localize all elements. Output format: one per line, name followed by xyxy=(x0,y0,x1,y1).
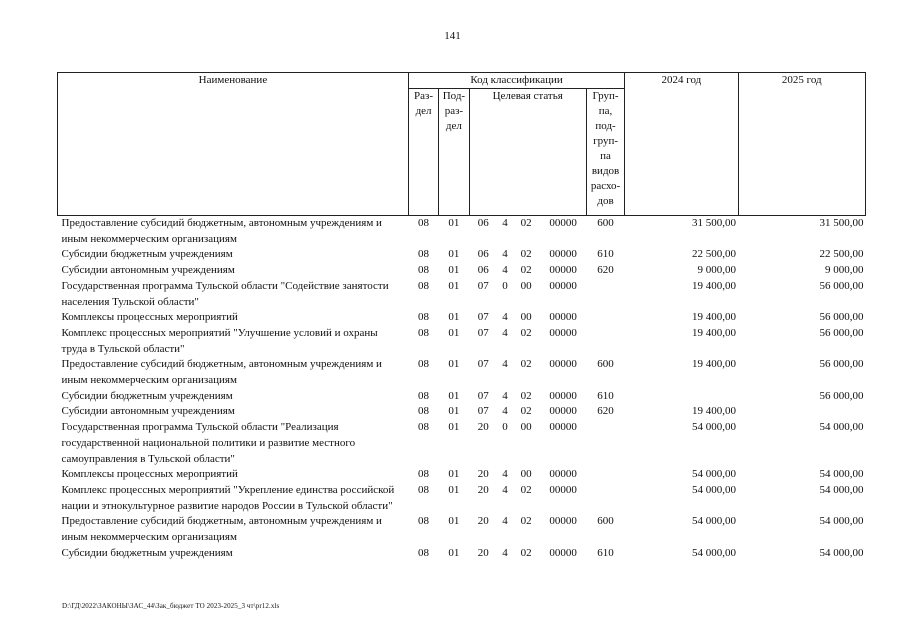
row-subprogram-type: 4 xyxy=(502,248,508,261)
table-row xyxy=(58,247,866,263)
row-name: Комплекс процессных мероприятий "Укрепление единства российской нации и этнокультурное развитие народов России в Тульской области" xyxy=(61,483,395,512)
row-section: 08 xyxy=(418,546,430,559)
header-target-article: Целевая статья xyxy=(469,89,586,216)
row-name: Предоставление субсидий бюджетным, автономным учреждениям и иным некоммерческим организациям xyxy=(61,217,382,245)
row-subprogram: 02 xyxy=(520,326,532,339)
row-expense-group xyxy=(586,310,624,326)
row-amount-2025: 56 000,00 xyxy=(819,389,864,402)
row-program: 20 xyxy=(477,468,489,481)
row-subsection: 01 xyxy=(448,483,460,496)
row-section: 08 xyxy=(418,326,430,339)
row-subsection: 01 xyxy=(448,248,460,261)
row-amount-2025: 54 000,00 xyxy=(819,468,864,481)
row-subprogram: 00 xyxy=(520,279,532,292)
row-subprogram: 00 xyxy=(520,421,532,434)
row-subsection: 01 xyxy=(448,421,460,434)
row-amount-2025: 54 000,00 xyxy=(819,483,864,496)
row-subprogram-type: 4 xyxy=(502,326,508,339)
row-subprogram: 02 xyxy=(520,515,532,528)
row-amount-2024 xyxy=(625,389,738,405)
table-row xyxy=(58,514,866,545)
row-amount-2024: 9 000,00 xyxy=(697,264,737,277)
row-subprogram: 02 xyxy=(520,217,532,229)
row-direction: 00000 xyxy=(549,326,577,339)
row-expense-group: 610 xyxy=(597,248,614,261)
table-header xyxy=(58,73,866,216)
row-subsection: 01 xyxy=(448,264,460,277)
row-subprogram-type: 4 xyxy=(502,483,508,496)
row-amount-2025: 54 000,00 xyxy=(819,421,864,434)
row-amount-2024: 22 500,00 xyxy=(692,248,737,261)
table-row xyxy=(58,326,866,357)
row-subsection: 01 xyxy=(448,358,460,371)
row-program: 07 xyxy=(477,389,489,402)
row-amount-2024: 19 400,00 xyxy=(692,358,737,371)
table-row xyxy=(58,404,866,420)
row-amount-2025: 22 500,00 xyxy=(819,248,864,261)
header-classification: Код классификации xyxy=(408,73,624,89)
row-name: Предоставление субсидий бюджетным, автономным учреждениям и иным некоммерческим организациям xyxy=(61,515,382,544)
row-direction: 00000 xyxy=(549,515,577,528)
row-expense-group: 620 xyxy=(597,405,614,418)
row-expense-group xyxy=(586,467,624,483)
row-direction: 00000 xyxy=(549,264,577,277)
row-subsection: 01 xyxy=(448,389,460,402)
row-name: Субсидии автономным учреждениям xyxy=(61,264,235,277)
row-name: Субсидии бюджетным учреждениям xyxy=(61,248,233,261)
row-name: Комплекс процессных мероприятий "Улучшение условий и охраны труда в Тульской области" xyxy=(61,326,378,355)
row-subprogram-type: 0 xyxy=(502,279,508,292)
row-amount-2025 xyxy=(738,404,865,420)
row-direction: 00000 xyxy=(549,279,577,292)
row-subprogram: 00 xyxy=(520,468,532,481)
row-subprogram-type: 4 xyxy=(502,311,508,324)
row-direction: 00000 xyxy=(549,546,577,559)
row-expense-group xyxy=(586,420,624,467)
row-amount-2025: 31 500,00 xyxy=(819,217,864,229)
row-direction: 00000 xyxy=(549,358,577,371)
row-amount-2025: 56 000,00 xyxy=(819,279,864,292)
row-name: Государственная программа Тульской области "Реализация государственной национальной политики и развитие местного самоуправления в Тульской области" xyxy=(61,421,356,465)
header-subsection: Под- раз- дел xyxy=(439,89,469,216)
row-direction: 00000 xyxy=(549,421,577,434)
row-expense-group xyxy=(586,483,624,514)
row-direction: 00000 xyxy=(549,217,577,229)
row-subprogram: 02 xyxy=(520,405,532,418)
row-amount-2025: 56 000,00 xyxy=(819,358,864,371)
table-row xyxy=(58,389,866,405)
table-row xyxy=(58,467,866,483)
budget-table xyxy=(57,72,866,561)
row-subprogram: 02 xyxy=(520,546,532,559)
row-name: Комплексы процессных мероприятий xyxy=(61,468,238,481)
row-expense-group xyxy=(586,279,624,310)
row-subprogram: 02 xyxy=(520,248,532,261)
row-expense-group: 600 xyxy=(597,515,614,528)
row-expense-group: 600 xyxy=(597,358,614,371)
row-subsection: 01 xyxy=(448,468,460,481)
row-subsection: 01 xyxy=(448,326,460,339)
row-amount-2024: 19 400,00 xyxy=(692,279,737,292)
row-program: 06 xyxy=(477,217,489,229)
row-section: 08 xyxy=(418,389,430,402)
row-subprogram-type: 4 xyxy=(502,217,508,229)
row-section: 08 xyxy=(418,405,430,418)
row-name: Комплексы процессных мероприятий xyxy=(61,311,238,324)
row-program: 07 xyxy=(477,279,489,292)
header-expense-group: Груп- па, под- груп- па видов расхо- дов xyxy=(586,89,624,216)
row-name: Субсидии бюджетным учреждениям xyxy=(61,389,233,402)
row-program: 07 xyxy=(477,358,489,371)
row-section: 08 xyxy=(418,279,430,292)
row-subprogram-type: 0 xyxy=(502,421,508,434)
row-amount-2025: 9 000,00 xyxy=(825,264,864,277)
row-program: 20 xyxy=(477,421,489,434)
row-subsection: 01 xyxy=(448,279,460,292)
row-amount-2024: 19 400,00 xyxy=(692,405,737,418)
row-amount-2024: 54 000,00 xyxy=(692,546,737,559)
table-row xyxy=(58,546,866,562)
row-amount-2024: 19 400,00 xyxy=(692,326,737,339)
row-subsection: 01 xyxy=(448,217,460,229)
table-row xyxy=(58,279,866,310)
row-amount-2025: 56 000,00 xyxy=(819,311,864,324)
header-name: Наименование xyxy=(58,73,409,216)
row-section: 08 xyxy=(418,421,430,434)
table-row xyxy=(58,310,866,326)
row-subsection: 01 xyxy=(448,405,460,418)
row-name: Предоставление субсидий бюджетным, автономным учреждениям и иным некоммерческим организациям xyxy=(61,358,382,387)
row-section: 08 xyxy=(418,468,430,481)
row-subsection: 01 xyxy=(448,546,460,559)
row-section: 08 xyxy=(418,264,430,277)
row-amount-2024: 54 000,00 xyxy=(692,515,737,528)
row-subsection: 01 xyxy=(448,311,460,324)
row-amount-2024: 19 400,00 xyxy=(692,311,737,324)
row-amount-2024: 54 000,00 xyxy=(692,483,737,496)
row-name: Субсидии автономным учреждениям xyxy=(61,405,235,418)
row-program: 06 xyxy=(477,248,489,261)
row-direction: 00000 xyxy=(549,405,577,418)
header-section: Раз- дел xyxy=(408,89,438,216)
row-subprogram-type: 4 xyxy=(502,389,508,402)
table-row xyxy=(58,483,866,514)
row-subprogram: 02 xyxy=(520,358,532,371)
row-direction: 00000 xyxy=(549,468,577,481)
row-amount-2024: 54 000,00 xyxy=(692,421,737,434)
row-direction: 00000 xyxy=(549,311,577,324)
page-number: 141 xyxy=(444,30,461,42)
row-program: 07 xyxy=(477,311,489,324)
row-subsection: 01 xyxy=(448,515,460,528)
row-expense-group: 610 xyxy=(597,389,614,402)
table-row xyxy=(58,216,866,248)
row-subprogram-type: 4 xyxy=(502,515,508,528)
row-expense-group: 620 xyxy=(597,264,614,277)
table-body xyxy=(58,216,866,562)
row-section: 08 xyxy=(418,515,430,528)
row-direction: 00000 xyxy=(549,248,577,261)
header-year-2025: 2025 год xyxy=(738,73,865,216)
row-section: 08 xyxy=(418,217,430,229)
row-direction: 00000 xyxy=(549,483,577,496)
row-subprogram: 00 xyxy=(520,311,532,324)
row-amount-2024: 54 000,00 xyxy=(692,468,737,481)
row-expense-group xyxy=(586,326,624,357)
file-path-footer: D:\ГД\2022\ЗАКОНЫ\ЗАС_44\Зак_бюджет ТО 2023-2025_3 чт\pr12.xls xyxy=(62,602,280,610)
row-amount-2025: 54 000,00 xyxy=(819,515,864,528)
row-amount-2025: 56 000,00 xyxy=(819,326,864,339)
table-row xyxy=(58,420,866,467)
row-subprogram: 02 xyxy=(520,264,532,277)
row-name: Государственная программа Тульской области "Содействие занятости населения Тульской области" xyxy=(61,279,389,308)
row-subprogram-type: 4 xyxy=(502,405,508,418)
row-name: Субсидии бюджетным учреждениям xyxy=(61,546,233,559)
row-subprogram: 02 xyxy=(520,389,532,402)
row-program: 07 xyxy=(477,405,489,418)
row-subprogram-type: 4 xyxy=(502,546,508,559)
table-row xyxy=(58,357,866,388)
header-year-2024: 2024 год xyxy=(625,73,738,216)
row-subprogram-type: 4 xyxy=(502,264,508,277)
row-subprogram: 02 xyxy=(520,483,532,496)
row-section: 08 xyxy=(418,358,430,371)
row-program: 20 xyxy=(477,483,489,496)
row-expense-group: 600 xyxy=(597,217,614,229)
row-amount-2025: 54 000,00 xyxy=(819,546,864,559)
row-program: 20 xyxy=(477,546,489,559)
row-direction: 00000 xyxy=(549,389,577,402)
row-program: 06 xyxy=(477,264,489,277)
row-amount-2024: 31 500,00 xyxy=(692,217,737,229)
row-subprogram-type: 4 xyxy=(502,468,508,481)
row-expense-group: 610 xyxy=(597,546,614,559)
row-program: 20 xyxy=(477,515,489,528)
row-section: 08 xyxy=(418,311,430,324)
row-program: 07 xyxy=(477,326,489,339)
table-row xyxy=(58,263,866,279)
row-subprogram-type: 4 xyxy=(502,358,508,371)
row-section: 08 xyxy=(418,483,430,496)
row-section: 08 xyxy=(418,248,430,261)
